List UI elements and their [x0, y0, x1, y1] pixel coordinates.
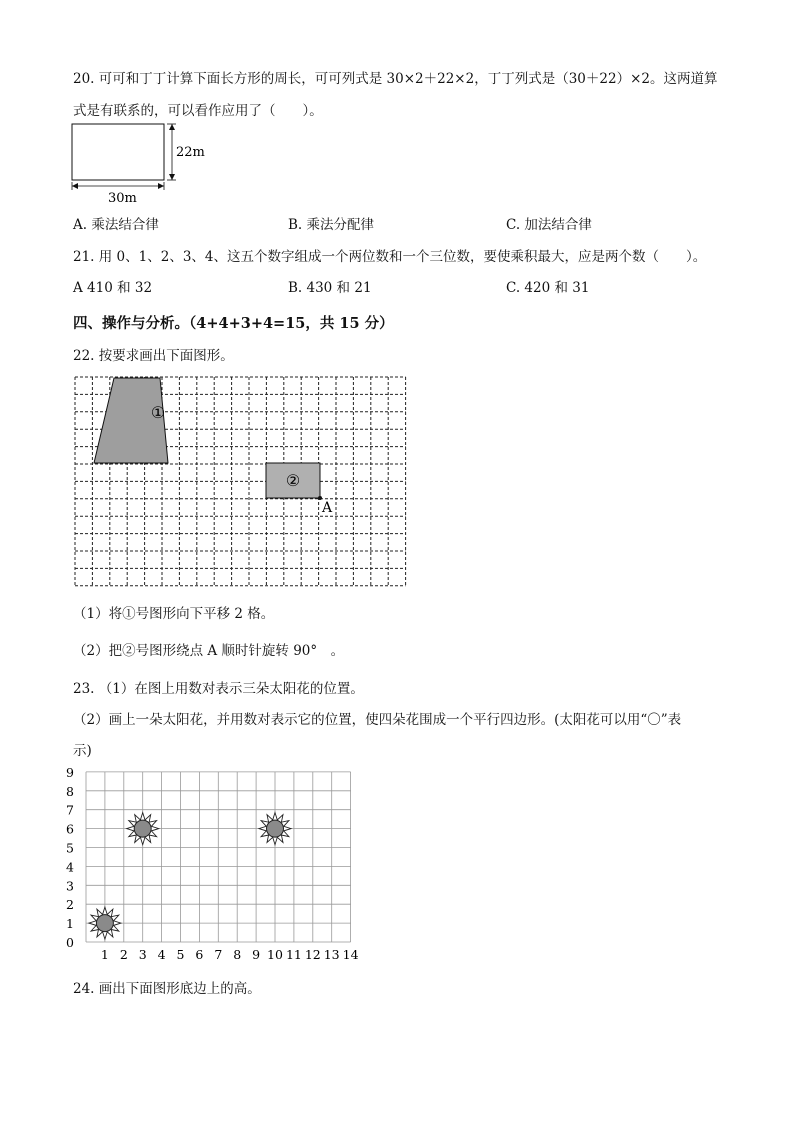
y-tick-label: 8 [66, 783, 74, 799]
q21-text: 21. 用 0、1、2、3、4、这五个数字组成一个两位数和一个三位数，要使乘积最大，应是两个数（ ）。 [73, 249, 707, 265]
y-tick-label: 7 [66, 802, 74, 818]
y-tick-label: 0 [66, 935, 74, 950]
q20-option-a[interactable]: A. 乘法结合律 [73, 217, 159, 233]
x-tick-label: 1 [100, 947, 109, 962]
shape-1-label: ① [150, 403, 166, 422]
q20-option-c[interactable]: C. 加法结合律 [506, 217, 592, 233]
q23-sub2-line1: （2）画上一朵太阳花，并用数对表示它的位置，使四朵花围成一个平行四边形。(太阳花可以用“〇”表 [73, 712, 682, 728]
y-tick-label: 9 [66, 764, 74, 780]
q22-sub2: （2）把②号图形绕点 A 顺时针旋转 90° 。 [73, 643, 345, 659]
y-tick-label: 2 [66, 897, 74, 913]
q21-option-b[interactable]: B. 430 和 21 [288, 280, 372, 296]
q21-option-c[interactable]: C. 420 和 31 [506, 280, 590, 296]
section-title: 四、操作与分析。（4+4+3+4=15，共 15 分） [73, 315, 394, 332]
x-axis-ticks [101, 947, 359, 962]
y-tick-label: 1 [66, 916, 74, 932]
x-tick-label: 5 [176, 947, 185, 962]
q23-sub2-line2: 示) [73, 743, 92, 759]
coordinate-grid-lines [86, 772, 351, 942]
sunflower-icon [89, 907, 121, 939]
q23-sub1: 23. （1）在图上用数对表示三朵太阳花的位置。 [73, 681, 364, 697]
shape-2-label: ② [285, 471, 301, 490]
rect-height-label: 22m [176, 145, 205, 160]
rectangle [72, 124, 164, 180]
q22-text: 22. 按要求画出下面图形。 [73, 348, 234, 364]
q20-rectangle-figure [66, 118, 216, 208]
x-tick-label: 12 [304, 947, 321, 962]
sunflower-icon [259, 813, 291, 845]
x-tick-label: 14 [342, 947, 359, 962]
q24-text: 24. 画出下面图形底边上的高。 [73, 981, 261, 997]
x-tick-label: 10 [267, 947, 283, 962]
rect-width-label: 30m [108, 191, 137, 206]
y-axis-ticks [66, 765, 74, 950]
x-tick-label: 7 [214, 947, 223, 962]
x-tick-label: 4 [157, 947, 166, 962]
q20-text-line1: 20. 可可和丁丁计算下面长方形的周长，可可列式是 30×2＋22×2，丁丁列式是（30＋22）×2。这两道算 [73, 71, 718, 87]
point-a-label: A [322, 500, 333, 516]
x-tick-label: 11 [285, 947, 302, 962]
y-tick-label: 5 [66, 840, 74, 856]
x-tick-label: 3 [138, 947, 147, 962]
sunflowers [89, 813, 291, 940]
sunflower-icon [127, 813, 159, 845]
y-tick-label: 4 [66, 859, 74, 875]
x-tick-label: 6 [195, 947, 204, 962]
x-tick-label: 2 [119, 947, 128, 962]
y-tick-label: 6 [66, 821, 74, 837]
q21-option-a[interactable]: A 410 和 32 [73, 280, 153, 296]
x-tick-label: 13 [323, 947, 340, 962]
x-tick-label: 8 [233, 947, 242, 962]
x-tick-label: 9 [252, 947, 261, 962]
q23-coordinate-grid [62, 760, 372, 965]
y-tick-label: 3 [66, 878, 74, 894]
q20-text-line2: 式是有联系的，可以看作应用了（ ）。 [73, 103, 323, 119]
q22-grid-figure [74, 376, 410, 590]
q22-sub1: （1）将①号图形向下平移 2 格。 [73, 606, 275, 622]
q20-option-b[interactable]: B. 乘法分配律 [288, 217, 375, 233]
